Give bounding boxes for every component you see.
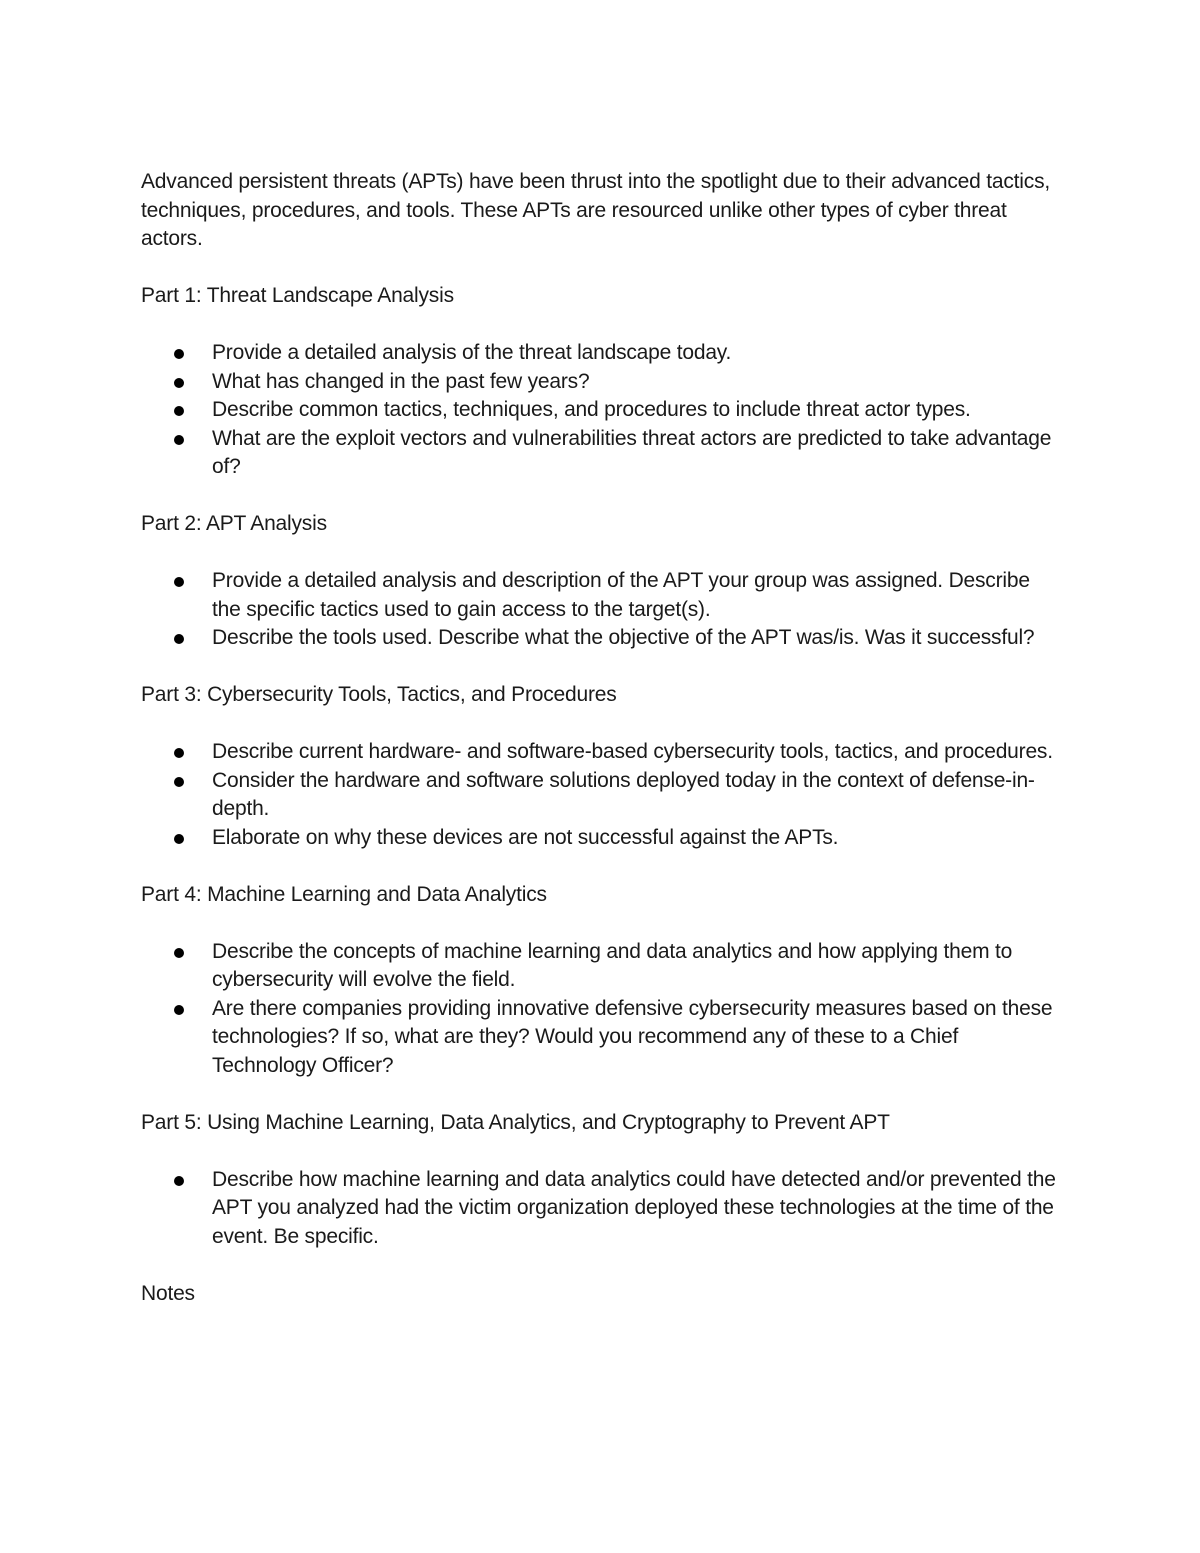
bullet-icon: [174, 435, 184, 445]
list-item: [141, 624, 1061, 653]
list-item: [141, 396, 1061, 425]
list-item: [141, 567, 1061, 624]
bullet-icon: [174, 406, 184, 416]
list-item-text: Elaborate on why these devices are not successful against the APTs.: [212, 825, 839, 849]
intro-paragraph: Advanced persistent threats (APTs) have been thrust into the spotlight due to their advanced tactics, techniques, procedures, and tools. These APTs are resourced unlike other types of cyber threat actors.: [141, 170, 1050, 250]
bullet-icon: [174, 1176, 184, 1186]
list-item: [141, 938, 1061, 995]
list-item-text: Describe the concepts of machine learning and data analytics and how applying them to cybersecurity will evolve the field.: [212, 939, 1013, 991]
list-item: [141, 767, 1061, 824]
bullet-icon: [174, 577, 184, 587]
list-item: [141, 995, 1061, 1081]
notes-heading: Notes: [141, 1281, 195, 1305]
bullet-icon: [174, 777, 184, 787]
part-4-heading: Part 4: Machine Learning and Data Analytics: [141, 882, 547, 906]
list-item: [141, 425, 1061, 482]
list-item: [141, 368, 1061, 397]
bullet-icon: [174, 834, 184, 844]
list-item: [141, 738, 1061, 767]
list-item-text: Describe how machine learning and data analytics could have detected and/or prevented the APT you analyzed had the victim organization deployed these technologies at the time of the event. Be specific.: [212, 1167, 1056, 1248]
bullet-icon: [174, 748, 184, 758]
part-1-heading: Part 1: Threat Landscape Analysis: [141, 284, 454, 307]
list-item-text: Describe current hardware- and software-based cybersecurity tools, tactics, and procedures.: [212, 740, 1053, 763]
list-item-text: What has changed in the past few years?: [212, 369, 590, 393]
list-item: [141, 339, 1061, 368]
list-item: [141, 824, 1061, 853]
list-item-text: Provide a detailed analysis and description of the APT your group was assigned. Describe the specific tactics used to gain access to the target(s).: [212, 569, 1030, 621]
list-item-text: Provide a detailed analysis of the threat landscape today.: [212, 341, 732, 364]
list-item-text: What are the exploit vectors and vulnerabilities threat actors are predicted to take advantage of?: [212, 426, 1052, 478]
part-5-list: [141, 1166, 1061, 1252]
bullet-icon: [174, 1005, 184, 1015]
document-page: [141, 168, 1061, 1308]
bullet-icon: [174, 349, 184, 359]
part-4-list: [141, 938, 1061, 1081]
part-5-heading: Part 5: Using Machine Learning, Data Analytics, and Cryptography to Prevent APT: [141, 1110, 890, 1134]
list-item: [141, 1166, 1061, 1252]
bullet-icon: [174, 948, 184, 958]
list-item-text: Describe common tactics, techniques, and procedures to include threat actor types.: [212, 398, 971, 421]
part-3-heading: Part 3: Cybersecurity Tools, Tactics, and Procedures: [141, 683, 617, 706]
list-item-text: Consider the hardware and software solutions deployed today in the context of defense-in-depth.: [212, 768, 1035, 820]
list-item-text: Are there companies providing innovative defensive cybersecurity measures based on these technologies? If so, what are they? Would you recommend any of these to a Chief Technology Officer?: [212, 996, 1053, 1077]
part-3-list: [141, 738, 1061, 852]
part-2-list: [141, 567, 1061, 653]
part-2-heading: Part 2: APT Analysis: [141, 512, 327, 535]
bullet-icon: [174, 378, 184, 388]
list-item-text: Describe the tools used. Describe what the objective of the APT was/is. Was it successful?: [212, 626, 1035, 649]
part-1-list: [141, 339, 1061, 482]
bullet-icon: [174, 634, 184, 644]
